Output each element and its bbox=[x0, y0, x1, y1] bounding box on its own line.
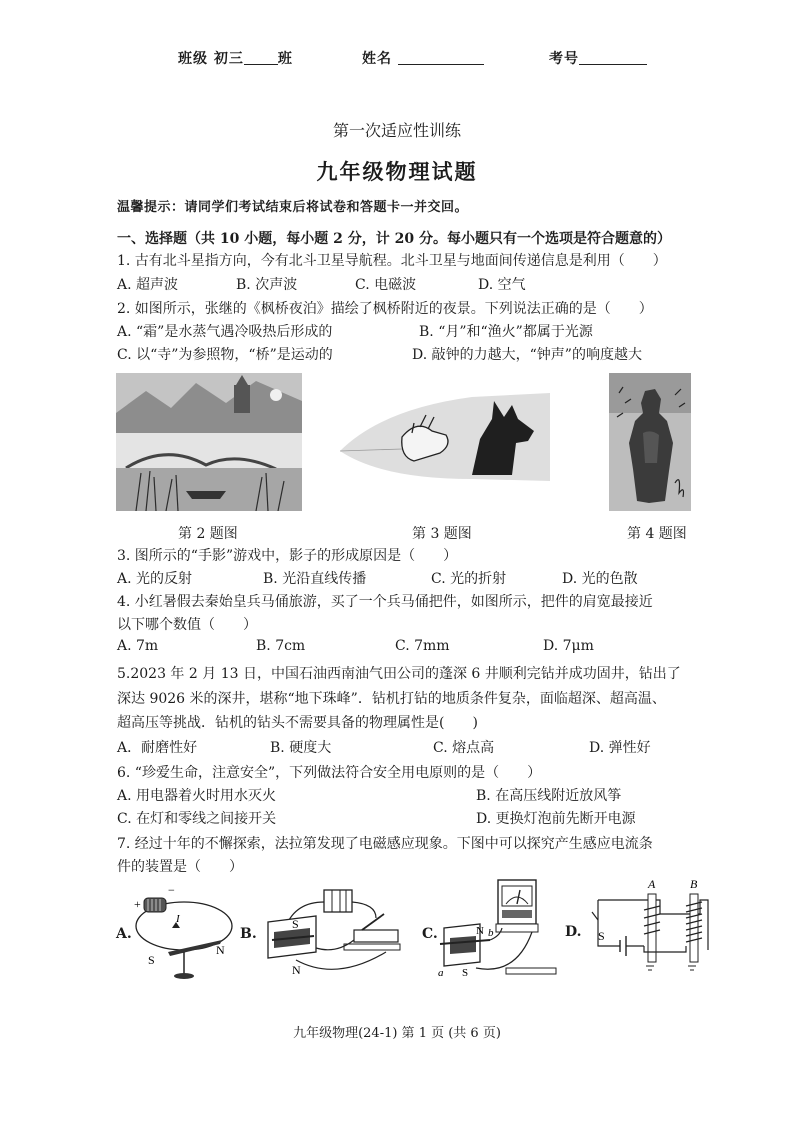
q2-option-a[interactable]: A. “霜”是水蒸气遇冷吸热后形成的 bbox=[117, 324, 333, 340]
diagram-b-north: N bbox=[292, 963, 301, 977]
exam-no-field bbox=[549, 48, 647, 68]
q1-stem: 1. 古有北斗星指方向，今有北斗卫星导航程。北斗卫星与地面间传递信息是利用（ ） bbox=[117, 253, 667, 269]
figure-4-figurine bbox=[609, 373, 691, 511]
q7-diagram-c bbox=[436, 876, 560, 986]
q6-option-b[interactable]: B. 在高压线附近放风筝 bbox=[476, 788, 622, 804]
diagram-a-north: N bbox=[216, 943, 225, 957]
diagram-a-south: S bbox=[148, 953, 155, 967]
q6-option-c[interactable]: C. 在灯和零线之间接开关 bbox=[117, 811, 277, 827]
diagram-d-switch: S bbox=[598, 929, 605, 943]
q6-option-a[interactable]: A. 用电器着火时用水灭火 bbox=[117, 788, 277, 804]
q5-option-a[interactable]: A．耐磨性好 bbox=[117, 740, 198, 756]
q5-option-c[interactable]: C. 熔点高 bbox=[433, 740, 495, 756]
diagram-d-b: B bbox=[690, 877, 698, 891]
q4-option-c[interactable]: C. 7mm bbox=[395, 638, 450, 654]
name-field bbox=[362, 48, 484, 68]
q5-stem-line3: 超高压等挑战．钻机的钻头不需要具备的物理属性是( ) bbox=[117, 715, 478, 731]
q5-stem-line1: 5.2023 年 2 月 13 日，中国石油西南油气田公司的蓬深 6 井顺利完钻并成功固井，钻出了 bbox=[117, 666, 681, 682]
exam-no-blank[interactable] bbox=[579, 51, 647, 65]
name-blank[interactable] bbox=[398, 51, 484, 65]
diagram-a-minus: − bbox=[168, 883, 175, 897]
diagram-d-a: A bbox=[648, 877, 656, 891]
q7-diagram-b bbox=[256, 882, 416, 986]
q7-diagram-d bbox=[582, 876, 724, 986]
section-heading: 一、选择题（共 10 小题，每小题 2 分，计 20 分。每小题只有一个选项是符合题意的） bbox=[117, 231, 671, 247]
q1-option-d[interactable]: D. 空气 bbox=[478, 277, 526, 293]
q2-option-b[interactable]: B. “月”和“渔火”都属于光源 bbox=[419, 324, 593, 340]
q5-option-b[interactable]: B. 硬度大 bbox=[270, 740, 332, 756]
q7-option-c[interactable]: C. bbox=[422, 926, 438, 942]
page-footer: 九年级物理(24-1) 第 1 页 (共 6 页) bbox=[293, 1026, 501, 1041]
q7-stem-line1: 7. 经过十年的不懈探索，法拉第发现了电磁感应现象。下图中可以探究产生感应电流条 bbox=[117, 836, 653, 852]
figure-3-caption: 第 3 题图 bbox=[412, 526, 472, 542]
q6-option-d[interactable]: D. 更换灯泡前先断开电源 bbox=[476, 811, 636, 827]
diagram-a-plus: + bbox=[134, 897, 141, 911]
q1-option-c[interactable]: C. 电磁波 bbox=[355, 277, 417, 293]
q5-option-d[interactable]: D. 弹性好 bbox=[589, 740, 651, 756]
q7-diagram-a bbox=[128, 882, 240, 986]
q2-stem: 2. 如图所示，张继的《枫桥夜泊》描绘了枫桥附近的夜景。下列说法正确的是（ ） bbox=[117, 301, 653, 317]
q3-option-d[interactable]: D. 光的色散 bbox=[562, 571, 638, 587]
q2-option-d[interactable]: D. 敲钟的力越大，“钟声”的响度越大 bbox=[412, 347, 642, 363]
figure-2-landscape bbox=[116, 373, 302, 511]
figure-4-caption: 第 4 题图 bbox=[627, 526, 687, 542]
q5-stem-line2: 深达 9026 米的深井，堪称“地下珠峰”．钻机打钻的地质条件复杂，面临超深、超高温、 bbox=[117, 691, 666, 707]
q4-option-d[interactable]: D. 7μm bbox=[543, 638, 594, 654]
q7-option-d[interactable]: D. bbox=[565, 924, 582, 940]
q4-option-b[interactable]: B. 7cm bbox=[256, 638, 306, 654]
q2-option-c[interactable]: C. 以“寺”为参照物，“桥”是运动的 bbox=[117, 347, 333, 363]
diagram-c-b: b bbox=[488, 927, 494, 939]
q1-option-b[interactable]: B. 次声波 bbox=[236, 277, 298, 293]
q7-stem-line2: 件的装置是（ ） bbox=[117, 859, 243, 875]
diagram-c-south: S bbox=[462, 967, 469, 979]
tip-text: 温馨提示：请同学们考试结束后将试卷和答题卡一并交回。 bbox=[117, 200, 469, 215]
exam-no-label: 考号 bbox=[549, 51, 579, 67]
class-label: 班级 初三 bbox=[178, 51, 244, 67]
exam-title: 九年级物理试题 bbox=[316, 159, 478, 184]
class-blank[interactable] bbox=[244, 51, 278, 65]
q1-option-a[interactable]: A. 超声波 bbox=[117, 277, 179, 293]
diagram-b-south: S bbox=[292, 917, 299, 931]
q7-option-a[interactable]: A. bbox=[116, 926, 132, 942]
class-suffix: 班 bbox=[277, 51, 293, 67]
q4-stem-line2: 以下哪个数值（ ） bbox=[117, 617, 257, 633]
q3-stem: 3. 图所示的“手影”游戏中，影子的形成原因是（ ） bbox=[117, 548, 458, 564]
q7-option-b[interactable]: B. bbox=[240, 926, 257, 942]
diagram-a-current: I bbox=[176, 913, 180, 925]
q4-stem-line1: 4. 小红暑假去秦始皇兵马俑旅游，买了一个兵马俑把件，如图所示，把件的肩宽最接近 bbox=[117, 594, 653, 610]
q4-option-a[interactable]: A. 7m bbox=[117, 638, 159, 654]
diagram-c-north: N bbox=[476, 925, 484, 937]
q3-option-c[interactable]: C. 光的折射 bbox=[431, 571, 507, 587]
figure-2-caption: 第 2 题图 bbox=[178, 526, 238, 542]
figure-3-hand-shadow bbox=[322, 379, 550, 509]
diagram-c-a: a bbox=[438, 967, 444, 979]
class-field bbox=[178, 48, 293, 68]
q6-stem: 6. “珍爱生命，注意安全”，下列做法符合安全用电原则的是（ ） bbox=[117, 765, 542, 781]
q3-option-b[interactable]: B. 光沿直线传播 bbox=[263, 571, 367, 587]
name-label: 姓名 bbox=[362, 51, 392, 67]
exam-subtitle: 第一次适应性训练 bbox=[332, 121, 461, 140]
q3-option-a[interactable]: A. 光的反射 bbox=[117, 571, 193, 587]
